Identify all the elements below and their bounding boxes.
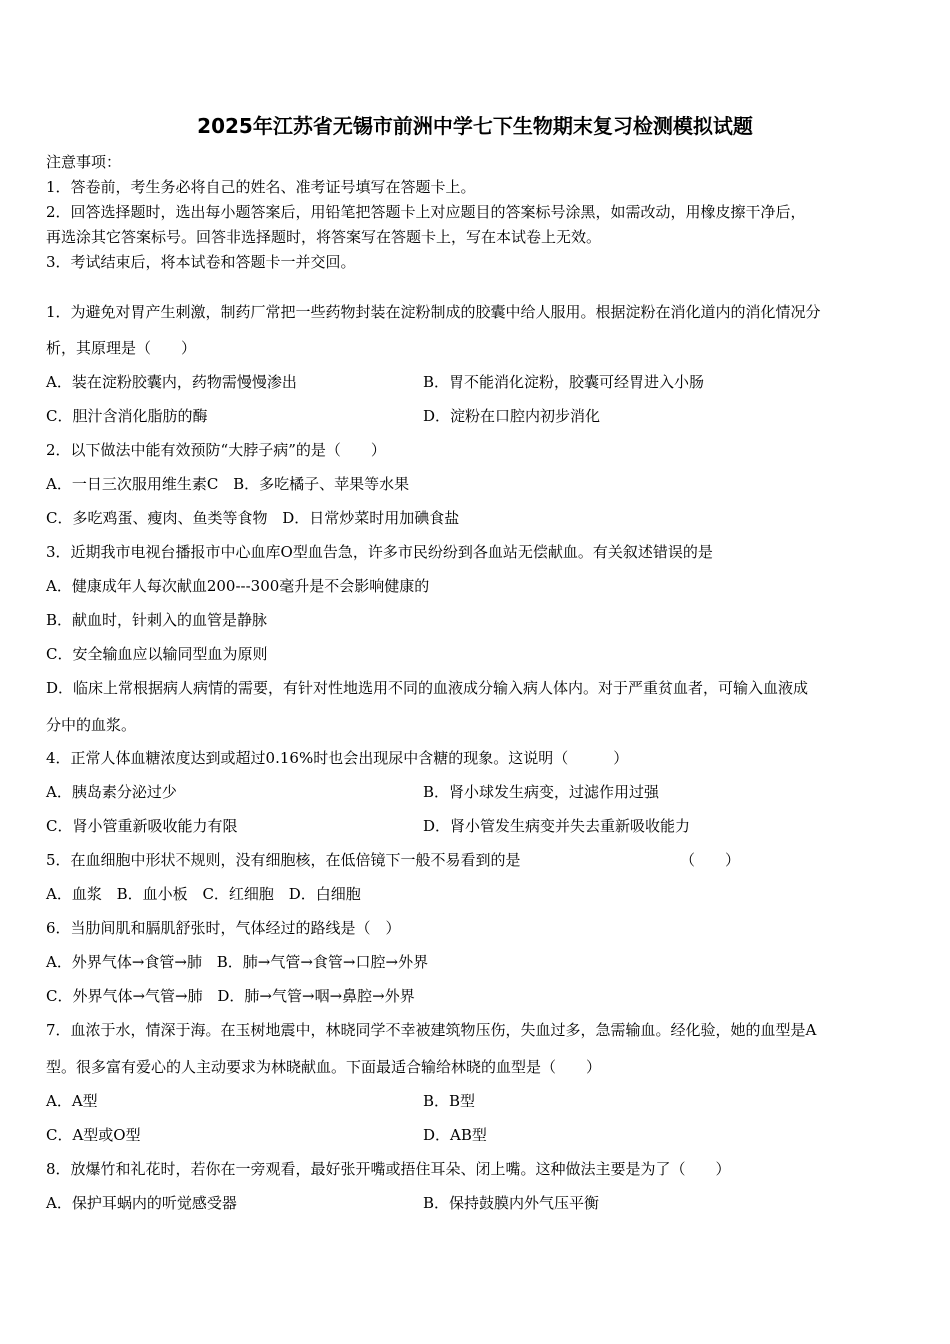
question-4-stem: 4．正常人体血糖浓度达到或超过0.16%时也会出现尿中含糖的现象。这说明（ ） <box>46 749 629 767</box>
question-2-options-row2 <box>46 508 911 528</box>
question-6-options-row1 <box>46 952 911 972</box>
option-a: A．A型 <box>46 1092 98 1110</box>
option-b: B．献血时，针刺入的血管是静脉 <box>46 611 268 629</box>
question-2-stem: 2．以下做法中能有效预防“大脖子病”的是（ ） <box>46 441 386 459</box>
notice-item: 3．考试结束后，将本试卷和答题卡一并交回。 <box>46 253 356 271</box>
notice-item: 2．回答选择题时，选出每小题答案后，用铅笔把答题卡上对应题目的答案标号涂黑，如需改动，用橡皮擦干净后， <box>46 203 806 221</box>
question-3-stem: 3．近期我市电视台播报市中心血库O型血告急，许多市民纷纷到各血站无偿献血。有关叙述错误的是 <box>46 543 713 561</box>
option-b: B．肺→气管→食管→口腔→外界 <box>216 953 429 971</box>
option-b: B．B型 <box>423 1092 476 1110</box>
question-5-options <box>46 884 911 904</box>
page-title: 2025年江苏省无锡市前洲中学七下生物期末复习检测模拟试题 <box>197 114 753 138</box>
question-8-stem: 8．放爆竹和礼花时，若你在一旁观看，最好张开嘴或捂住耳朵、闭上嘴。这种做法主要是为了（ ） <box>46 1160 731 1178</box>
question-7-options-row2 <box>46 1125 911 1145</box>
question-7-options-row1 <box>46 1091 911 1111</box>
question-1-options-row1 <box>46 372 911 392</box>
option-a: A．保护耳蜗内的听觉感受器 <box>46 1194 237 1212</box>
question-1-options-row2 <box>46 406 911 426</box>
question-7-stem-cont: 型。很多富有爱心的人主动要求为林晓献血。下面最适合输给林晓的血型是（ ） <box>46 1058 602 1076</box>
option-b: B．多吃橘子、苹果等水果 <box>233 475 410 493</box>
option-d: D．肺→气管→咽→鼻腔→外界 <box>217 987 415 1005</box>
question-8-options-row1 <box>46 1193 911 1213</box>
question-1-stem: 1．为避免对胃产生刺激，制药厂常把一些药物封装在淀粉制成的胶囊中给人服用。根据淀粉在消化道内的消化情况分 <box>46 303 821 321</box>
option-a: A．血浆 <box>46 885 102 903</box>
option-d: D．临床上常根据病人病情的需要，有针对性地选用不同的血液成分输入病人体内。对于严重贫血者，可输入血液成 <box>46 679 809 697</box>
notice-heading: 注意事项： <box>46 153 122 171</box>
option-c: C．红细胞 <box>202 885 274 903</box>
option-a: A．外界气体→食管→肺 <box>46 953 202 971</box>
option-d: D．淀粉在口腔内初步消化 <box>423 407 601 425</box>
option-d: D．白细胞 <box>288 885 361 903</box>
question-4-options-row2 <box>46 816 911 836</box>
question-2-options-row1 <box>46 474 911 494</box>
question-7-stem: 7．血浓于水，情深于海。在玉树地震中，林晓同学不幸被建筑物压伤，失血过多，急需输血。经化验，她的血型是A <box>46 1021 817 1039</box>
option-b: B．血小板 <box>116 885 188 903</box>
option-c: C．肾小管重新吸收能力有限 <box>46 817 238 835</box>
question-6-options-row2 <box>46 986 911 1006</box>
option-b: B．保持鼓膜内外气压平衡 <box>423 1194 600 1212</box>
option-b: B．肾小球发生病变，过滤作用过强 <box>423 783 660 801</box>
option-a: A．一日三次服用维生素C <box>46 475 219 493</box>
option-a: A．胰岛素分泌过少 <box>46 783 177 801</box>
question-5-stem <box>46 850 911 870</box>
question-1-stem-cont: 析，其原理是（ ） <box>46 339 197 357</box>
option-d: D．AB型 <box>423 1126 487 1144</box>
option-c: C．多吃鸡蛋、瘦肉、鱼类等食物 <box>46 509 268 527</box>
notice-item: 再选涂其它答案标号。回答非选择题时，将答案写在答题卡上，写在本试卷上无效。 <box>46 228 602 246</box>
option-c: C．安全输血应以输同型血为原则 <box>46 645 268 663</box>
option-d: D．日常炒菜时用加碘食盐 <box>282 509 460 527</box>
option-d-cont: 分中的血浆。 <box>46 716 137 734</box>
option-a: A．装在淀粉胶囊内，药物需慢慢渗出 <box>46 373 297 391</box>
question-4-options-row1 <box>46 782 911 802</box>
option-b: B．胃不能消化淀粉，胶囊可经胃进入小肠 <box>423 373 705 391</box>
option-c: C．A型或O型 <box>46 1126 141 1144</box>
question-6-stem: 6．当肋间肌和膈肌舒张时，气体经过的路线是（ ） <box>46 919 401 937</box>
option-c: C．外界气体→气管→肺 <box>46 987 203 1005</box>
question-5-text: 5．在血细胞中形状不规则，没有细胞核，在低倍镜下一般不易看到的是 <box>46 851 521 869</box>
notice-item: 1．答卷前，考生务必将自己的姓名、准考证号填写在答题卡上。 <box>46 178 476 196</box>
option-c: C．胆汁含消化脂肪的酶 <box>46 407 208 425</box>
answer-paren: （ ） <box>680 851 741 869</box>
option-a: A．健康成年人每次献血200---300毫升是不会影响健康的 <box>46 577 430 595</box>
option-d: D．肾小管发生病变并失去重新吸收能力 <box>423 817 691 835</box>
